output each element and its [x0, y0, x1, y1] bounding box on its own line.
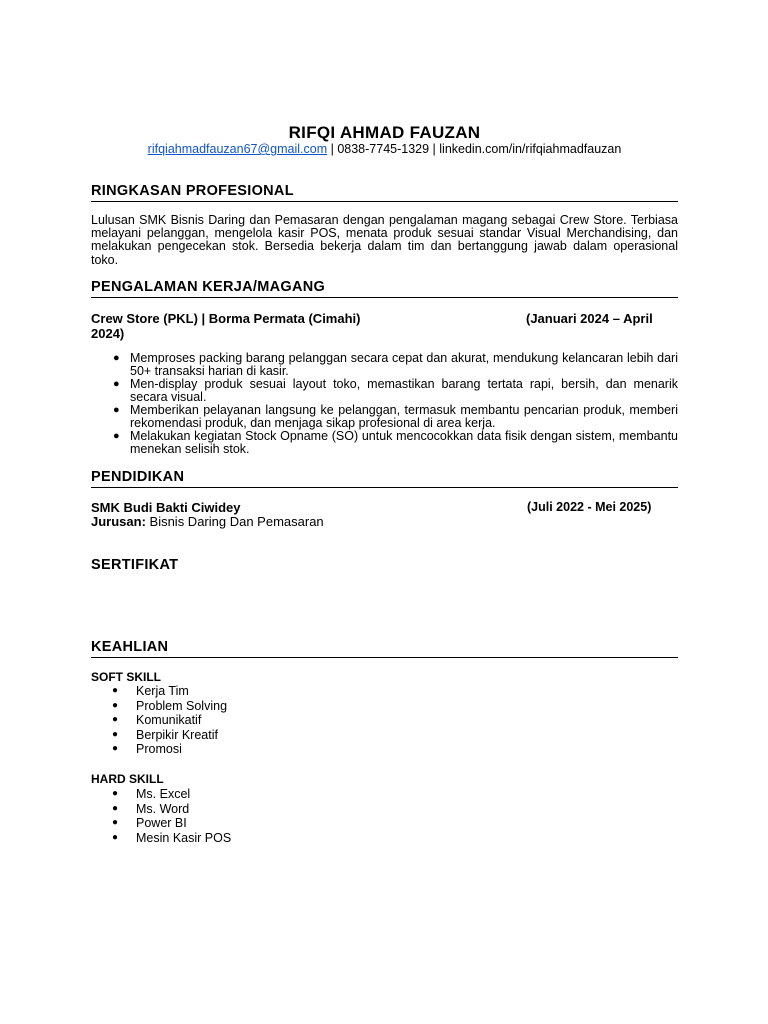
- list-item: ● Men-display produk sesuai layout toko, memastikan barang tertata rapi, bersih, dan menarik secara visual.: [113, 377, 678, 404]
- email-link[interactable]: rifqiahmadfauzan67@gmail.com: [147, 142, 328, 156]
- bullet-icon: ●: [112, 831, 119, 843]
- education-school: [91, 500, 678, 515]
- major-value: Bisnis Daring Dan Pemasaran: [145, 514, 324, 529]
- bullet-icon: ●: [112, 802, 119, 814]
- education-dates: (Juli 2022 - Mei 2025): [527, 500, 652, 514]
- summary-paragraph: Lulusan SMK Bisnis Daring dan Pemasaran dengan pengalaman magang sebagai Crew Store. Terbiasa melayani pelanggan, mengelola kasir POS, menata produk sesuai standar Visual Merchandising, dan melakukan pengecekan stok. Bersedia bekerja dalam tim dan bertanggung jawab dalam operasional toko.: [91, 213, 678, 267]
- list-item: ● Power BI: [112, 816, 187, 831]
- bullet-icon: ●: [113, 378, 120, 390]
- bullet-icon: ●: [113, 430, 120, 442]
- list-item: ● Memberikan pelayanan langsung ke pelanggan, termasuk membantu pencarian produk, memberi rekomendasi produk, dan menjaga sikap profesional di area kerja.: [113, 403, 678, 430]
- list-item: ● Ms. Word: [112, 801, 190, 816]
- list-item: ● Berpikir Kreatif: [112, 727, 218, 742]
- school-name: SMK Budi Bakti Ciwidey: [91, 500, 241, 515]
- hard-skill-label: HARD SKILL: [91, 772, 164, 786]
- bullet-icon: ●: [112, 714, 119, 726]
- bullet-icon: ●: [112, 685, 119, 696]
- soft-skill-label: SOFT SKILL: [91, 670, 161, 684]
- candidate-name: RIFQI AHMAD FAUZAN: [288, 123, 481, 142]
- list-item: ● Melakukan kegiatan Stock Opname (SO) untuk mencocokkan data fisik dengan sistem, membantu menekan selisih stok.: [113, 429, 678, 456]
- list-item: ● Promosi: [112, 742, 182, 757]
- section-title-experience: PENGALAMAN KERJA/MAGANG: [91, 279, 678, 298]
- soft-skill-list: [91, 684, 227, 757]
- list-item: ● Ms. Excel: [112, 787, 191, 801]
- job-bullet-list: [91, 352, 678, 456]
- bullet-icon: ●: [112, 788, 119, 799]
- bullet-icon: ●: [112, 817, 119, 829]
- bullet-icon: ●: [112, 743, 119, 755]
- job-heading: [91, 311, 678, 341]
- section-title-skills: KEAHLIAN: [91, 639, 678, 658]
- bullet-icon: ●: [113, 352, 120, 364]
- list-item: ● Komunikatif: [112, 713, 202, 728]
- list-item: ● Problem Solving: [112, 698, 228, 713]
- contact-line: [91, 142, 678, 156]
- job-title: Crew Store (PKL) | Borma Permata (Cimahi): [91, 311, 361, 326]
- bullet-icon: ●: [112, 728, 119, 740]
- job-dates: (Januari 2024 – April: [526, 311, 653, 326]
- major-label: Jurusan:: [91, 514, 146, 529]
- section-title-education: PENDIDIKAN: [91, 469, 678, 488]
- job-dates-continued: 2024): [91, 326, 125, 341]
- bullet-icon: ●: [113, 404, 120, 416]
- list-item: ● Mesin Kasir POS: [112, 830, 232, 845]
- hard-skill-list: [91, 787, 231, 845]
- section-title-certificates: SERTIFIKAT: [91, 557, 179, 573]
- list-item: ● Memproses packing barang pelanggan secara cepat dan akurat, mendukung kelancaran lebih dari 50+ transaksi harian di kasir.: [113, 351, 678, 378]
- contact-details: | 0838-7745-1329 | linkedin.com/in/rifqiahmadfauzan: [327, 142, 622, 156]
- education-major: [91, 514, 324, 529]
- section-title-summary: RINGKASAN PROFESIONAL: [91, 183, 678, 202]
- bullet-icon: ●: [112, 699, 119, 711]
- list-item: ● Kerja Tim: [112, 684, 189, 698]
